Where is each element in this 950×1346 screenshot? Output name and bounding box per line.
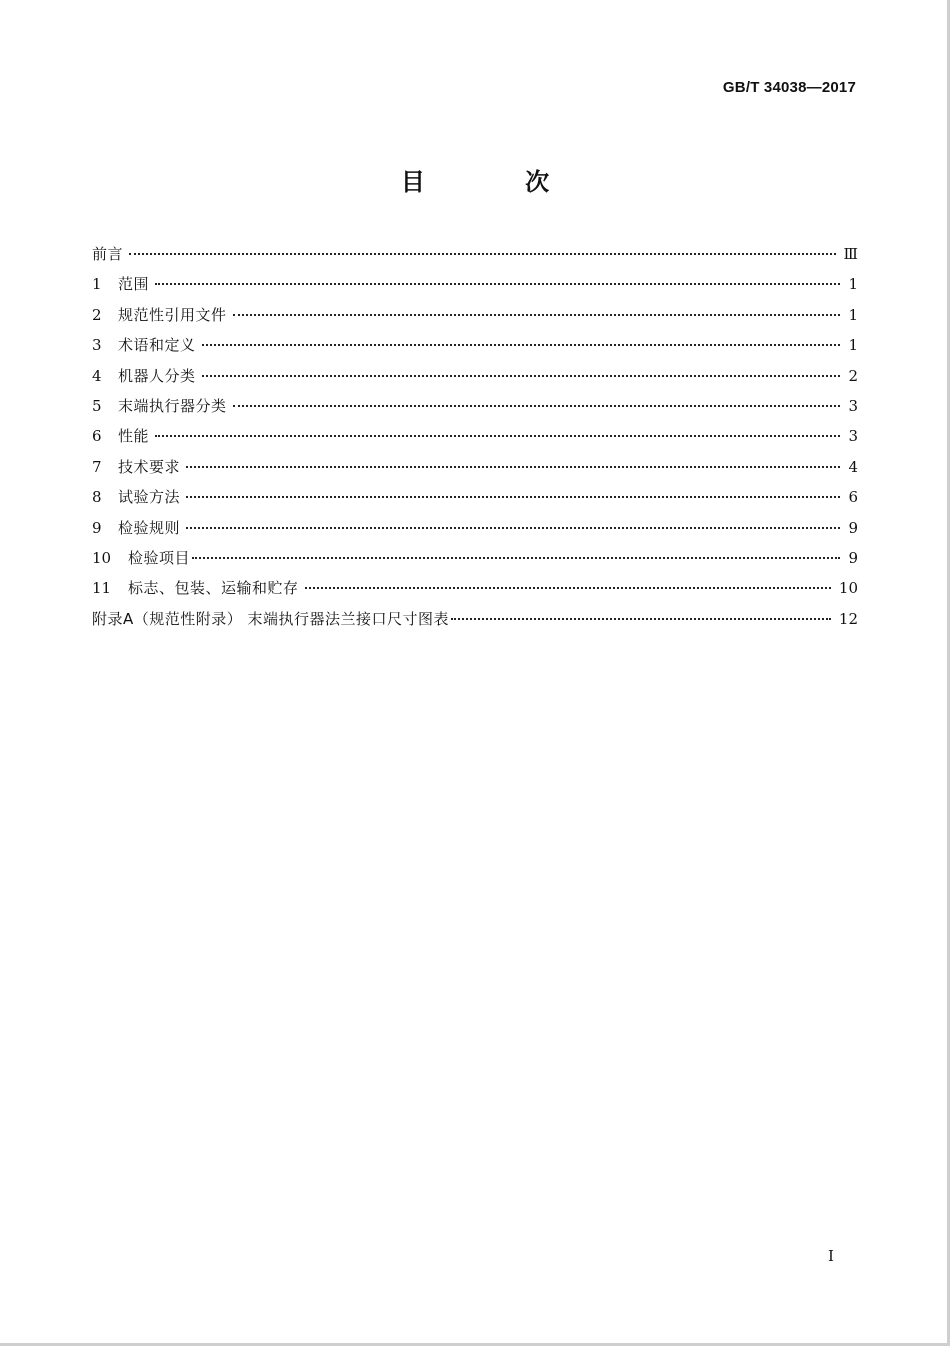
toc-entry-page: 1 bbox=[848, 336, 858, 355]
toc-entry-page: 4 bbox=[848, 457, 858, 476]
page-title: 目 次 bbox=[400, 168, 596, 196]
toc-entry[interactable] bbox=[92, 517, 858, 547]
dot-leader bbox=[129, 253, 836, 255]
dot-leader bbox=[155, 435, 840, 437]
toc-entry-label: 试验方法 bbox=[118, 488, 181, 507]
toc-entry-appendix-a[interactable] bbox=[92, 608, 858, 638]
toc-entry[interactable] bbox=[92, 425, 858, 455]
toc-entry[interactable] bbox=[92, 304, 858, 334]
toc-entry-number: 4 bbox=[92, 366, 102, 385]
toc-entry[interactable] bbox=[92, 456, 858, 486]
toc-entry-page: 2 bbox=[848, 366, 858, 385]
toc-entry-number: 11 bbox=[92, 579, 112, 598]
toc-entry[interactable] bbox=[92, 547, 858, 577]
toc-entry[interactable] bbox=[92, 395, 858, 425]
toc-entry-number: 3 bbox=[92, 336, 102, 355]
toc-entry-label: 检验项目 bbox=[128, 548, 191, 567]
toc-entry-page: 1 bbox=[848, 305, 858, 324]
toc-entry-number: 1 bbox=[92, 275, 102, 294]
table-of-contents bbox=[92, 243, 858, 638]
dot-leader bbox=[192, 557, 840, 559]
dot-leader bbox=[186, 496, 840, 498]
toc-entry-number: 10 bbox=[92, 548, 112, 567]
toc-entry-page: 3 bbox=[848, 396, 858, 415]
toc-entry-number: 8 bbox=[92, 488, 102, 507]
toc-entry-label: 检验规则 bbox=[118, 518, 181, 537]
toc-entry-label: 术语和定义 bbox=[118, 336, 196, 355]
toc-entry[interactable] bbox=[92, 334, 858, 364]
toc-entry-foreword[interactable] bbox=[92, 243, 858, 273]
dot-leader bbox=[233, 405, 840, 407]
toc-entry-page: 1 bbox=[848, 275, 858, 294]
toc-entry-label: 末端执行器分类 bbox=[118, 396, 227, 415]
toc-entry-number: 7 bbox=[92, 457, 102, 476]
standard-code: GB/T 34038—2017 bbox=[722, 79, 856, 96]
toc-entry-number: 9 bbox=[92, 518, 102, 537]
toc-entry[interactable] bbox=[92, 365, 858, 395]
toc-entry-page: 6 bbox=[848, 488, 858, 507]
toc-entry-label: 规范性引用文件 bbox=[118, 305, 227, 324]
dot-leader bbox=[202, 344, 840, 346]
dot-leader bbox=[186, 466, 840, 468]
toc-entry-page: Ⅲ bbox=[843, 245, 858, 263]
toc-entry-page: 9 bbox=[848, 518, 858, 537]
page-number: I bbox=[828, 1247, 834, 1265]
toc-entry-page: 10 bbox=[838, 579, 858, 598]
dot-leader bbox=[305, 587, 831, 589]
toc-entry[interactable] bbox=[92, 486, 858, 516]
toc-entry-number: 2 bbox=[92, 305, 102, 324]
dot-leader bbox=[233, 314, 840, 316]
toc-entry-label: 标志、包装、运输和贮存 bbox=[128, 579, 299, 598]
dot-leader bbox=[451, 618, 831, 620]
toc-entry-label: 前言 bbox=[92, 245, 124, 263]
toc-entry-label: 机器人分类 bbox=[118, 366, 196, 385]
toc-entry[interactable] bbox=[92, 577, 858, 607]
dot-leader bbox=[202, 375, 840, 377]
toc-entry-label: 范围 bbox=[118, 275, 150, 294]
toc-entry-page: 12 bbox=[838, 609, 858, 628]
toc-entry-page: 9 bbox=[848, 548, 858, 567]
dot-leader bbox=[155, 283, 840, 285]
toc-entry-number: 6 bbox=[92, 427, 102, 446]
toc-entry-page: 3 bbox=[848, 427, 858, 446]
dot-leader bbox=[186, 527, 840, 529]
toc-entry-label: 技术要求 bbox=[118, 457, 181, 476]
toc-entry-label: 性能 bbox=[118, 427, 150, 446]
toc-entry-label: 附录A（规范性附录） 末端执行器法兰接口尺寸图表 bbox=[92, 609, 450, 628]
toc-entry[interactable] bbox=[92, 273, 858, 303]
toc-entry-number: 5 bbox=[92, 396, 102, 415]
